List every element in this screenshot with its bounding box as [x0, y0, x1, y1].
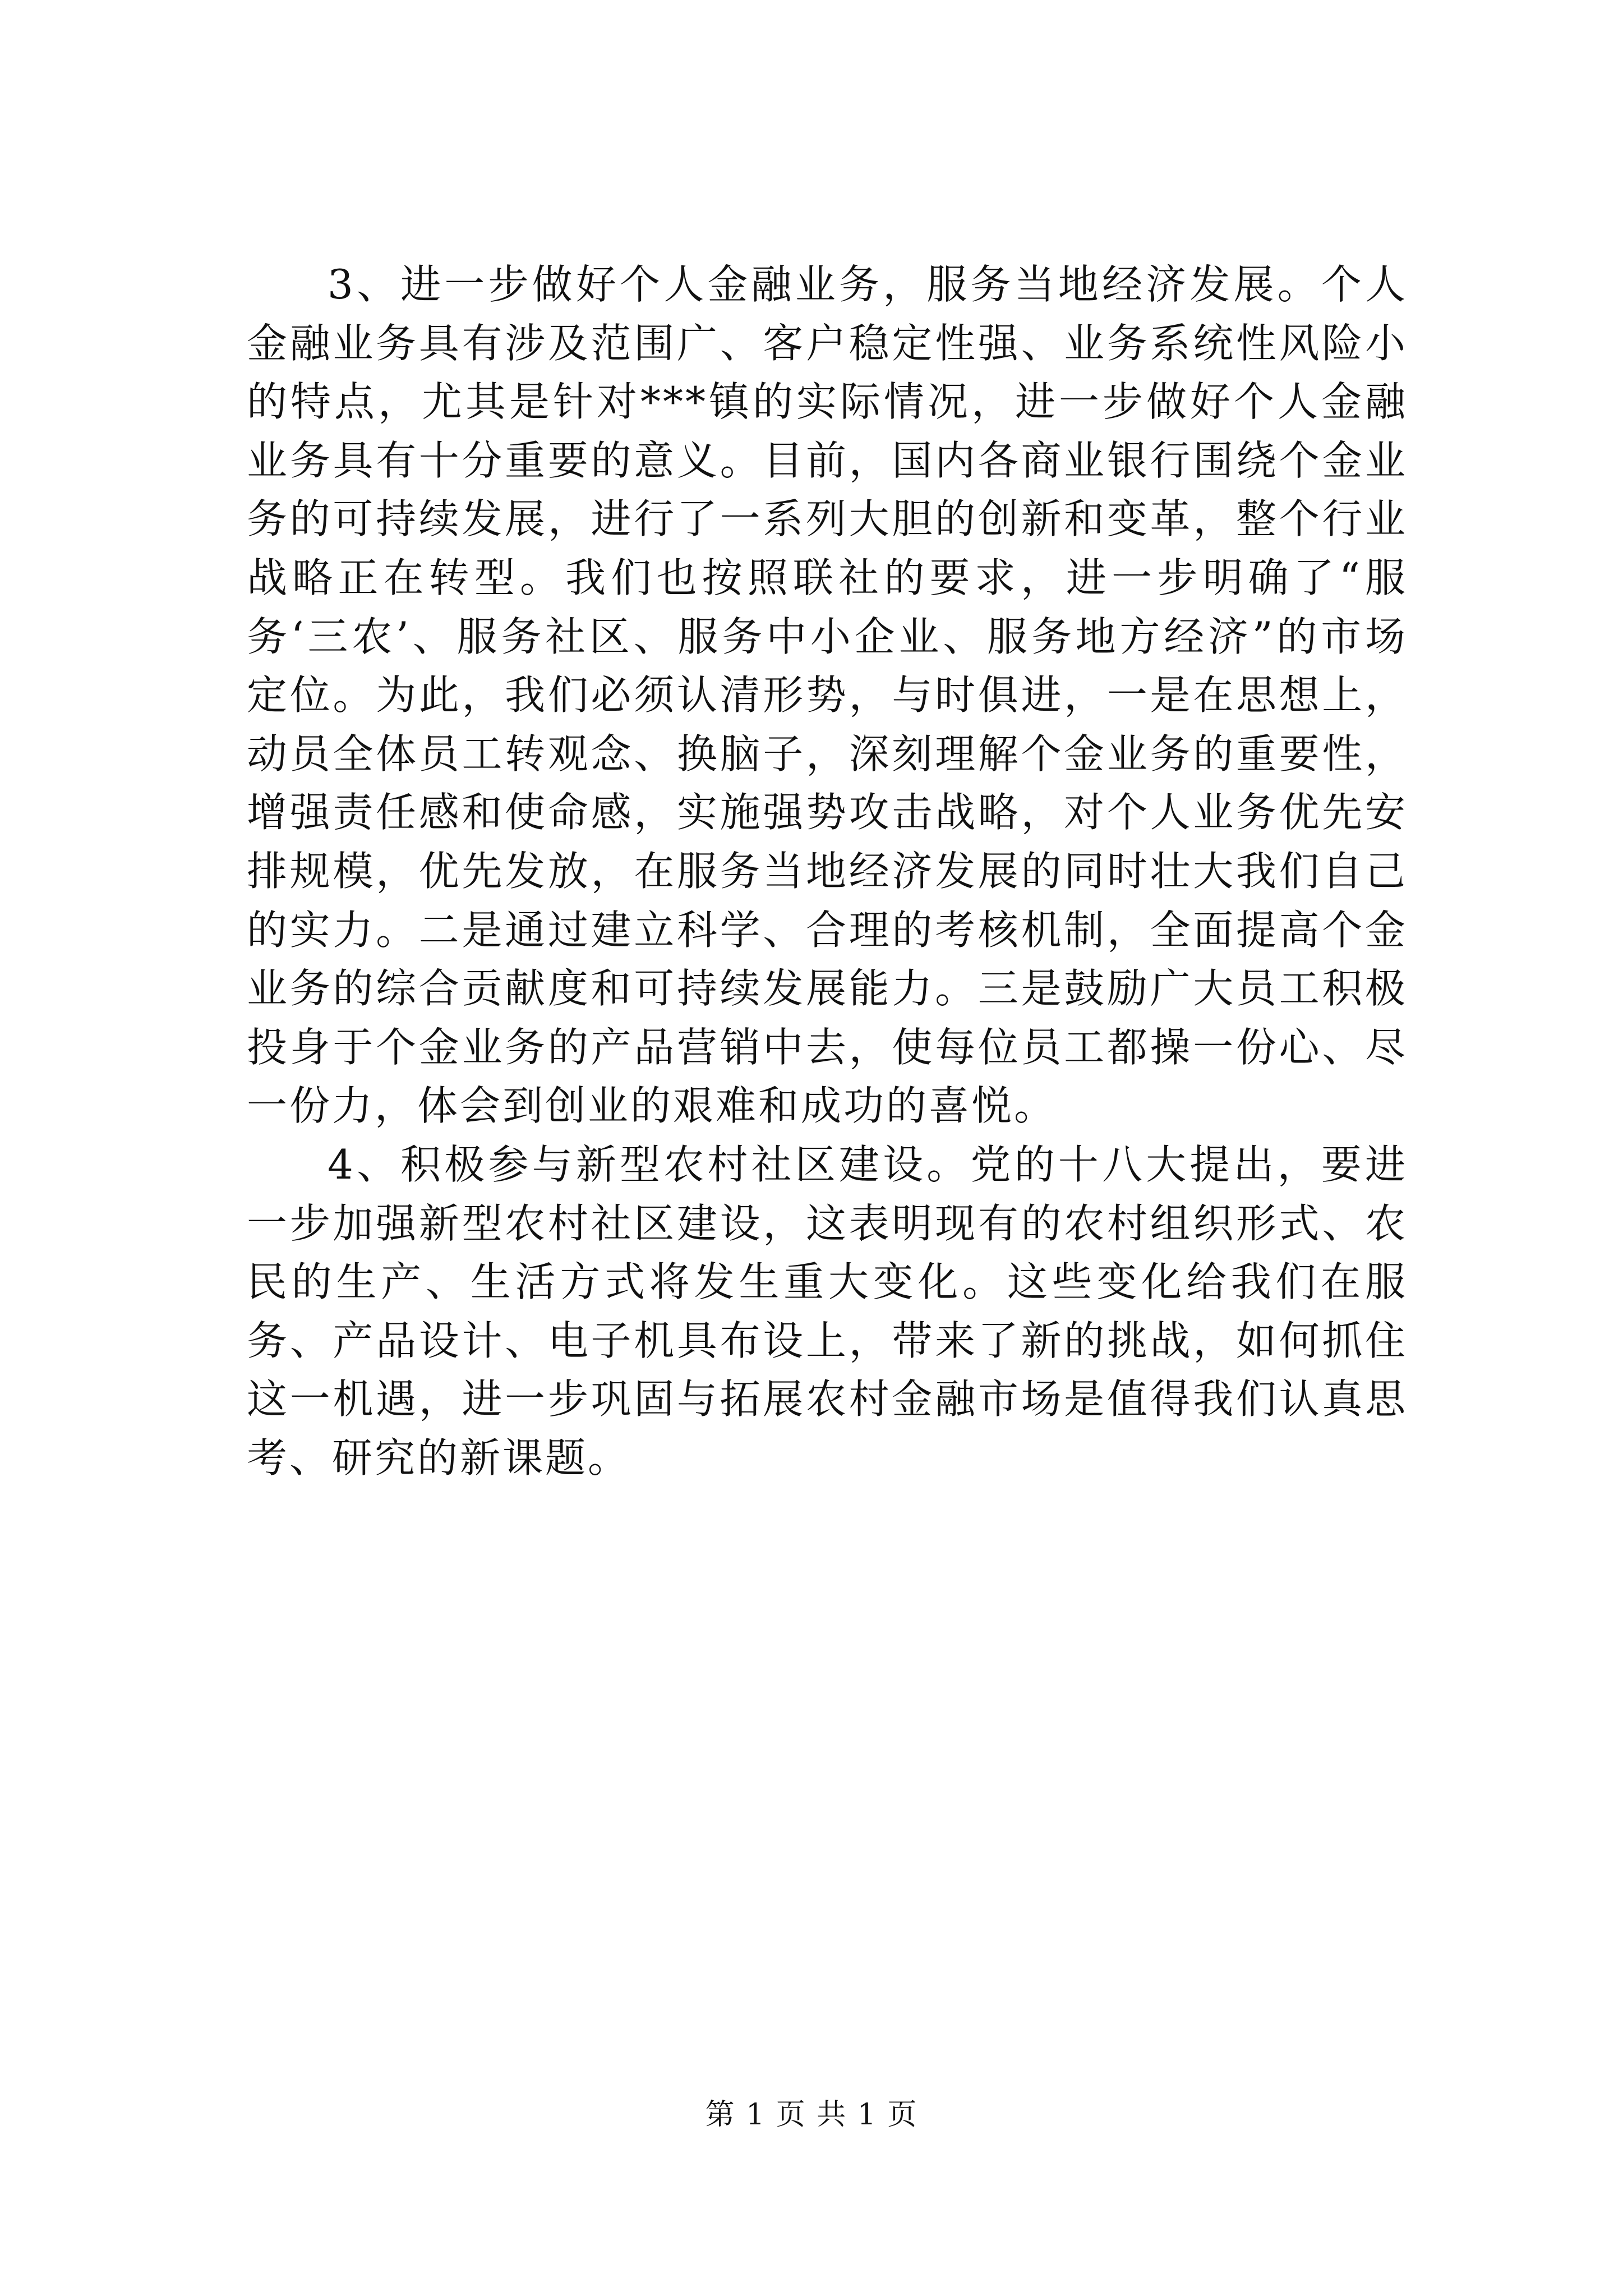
paragraph-3: 3、进一步做好个人金融业务，服务当地经济发展。个人金融业务具有涉及范围广、客户稳定性强、业务系统性风险小的特点，尤其是针对***镇的实际情况，进一步做好个人金融业务具有十分重要的意义。目前，国内各商业银行围绕个金业务的可持续发展，进行了一系列大胆的创新和变革，整个行业战略正在转型。我们也按照联社的要求，进一步明确了“服务‘三农’、服务社区、服务中小企业、服务地方经济”的市场定位。为此，我们必须认清形势，与时俱进，一是在思想上，动员全体员工转观念、换脑子，深刻理解个金业务的重要性，增强责任感和使命感，实施强势攻击战略，对个人业务优先安排规模，优先发放，在服务当地经济发展的同时壮大我们自己的实力。二是通过建立科学、合理的考核机制，全面提高个金业务的综合贡献度和可持续发展能力。三是鼓励广大员工积极投身于个金业务的产品营销中去，使每位员工都操一份心、尽一份力，体会到创业的艰难和成功的喜悦。 [247, 261, 1408, 1130]
document-body [247, 255, 1408, 1487]
page-footer: 第 1 页 共 1 页 [705, 2098, 918, 2132]
paragraph-4: 4、积极参与新型农村社区建设。党的十八大提出，要进一步加强新型农村社区建设，这表明现有的农村组织形式、农民的生产、生活方式将发生重大变化。这些变化给我们在服务、产品设计、电子机具布设上，带来了新的挑战，如何抓住这一机遇，进一步巩固与拓展农村金融市场是值得我们认真思考、研究的新课题。 [247, 1140, 1408, 1481]
